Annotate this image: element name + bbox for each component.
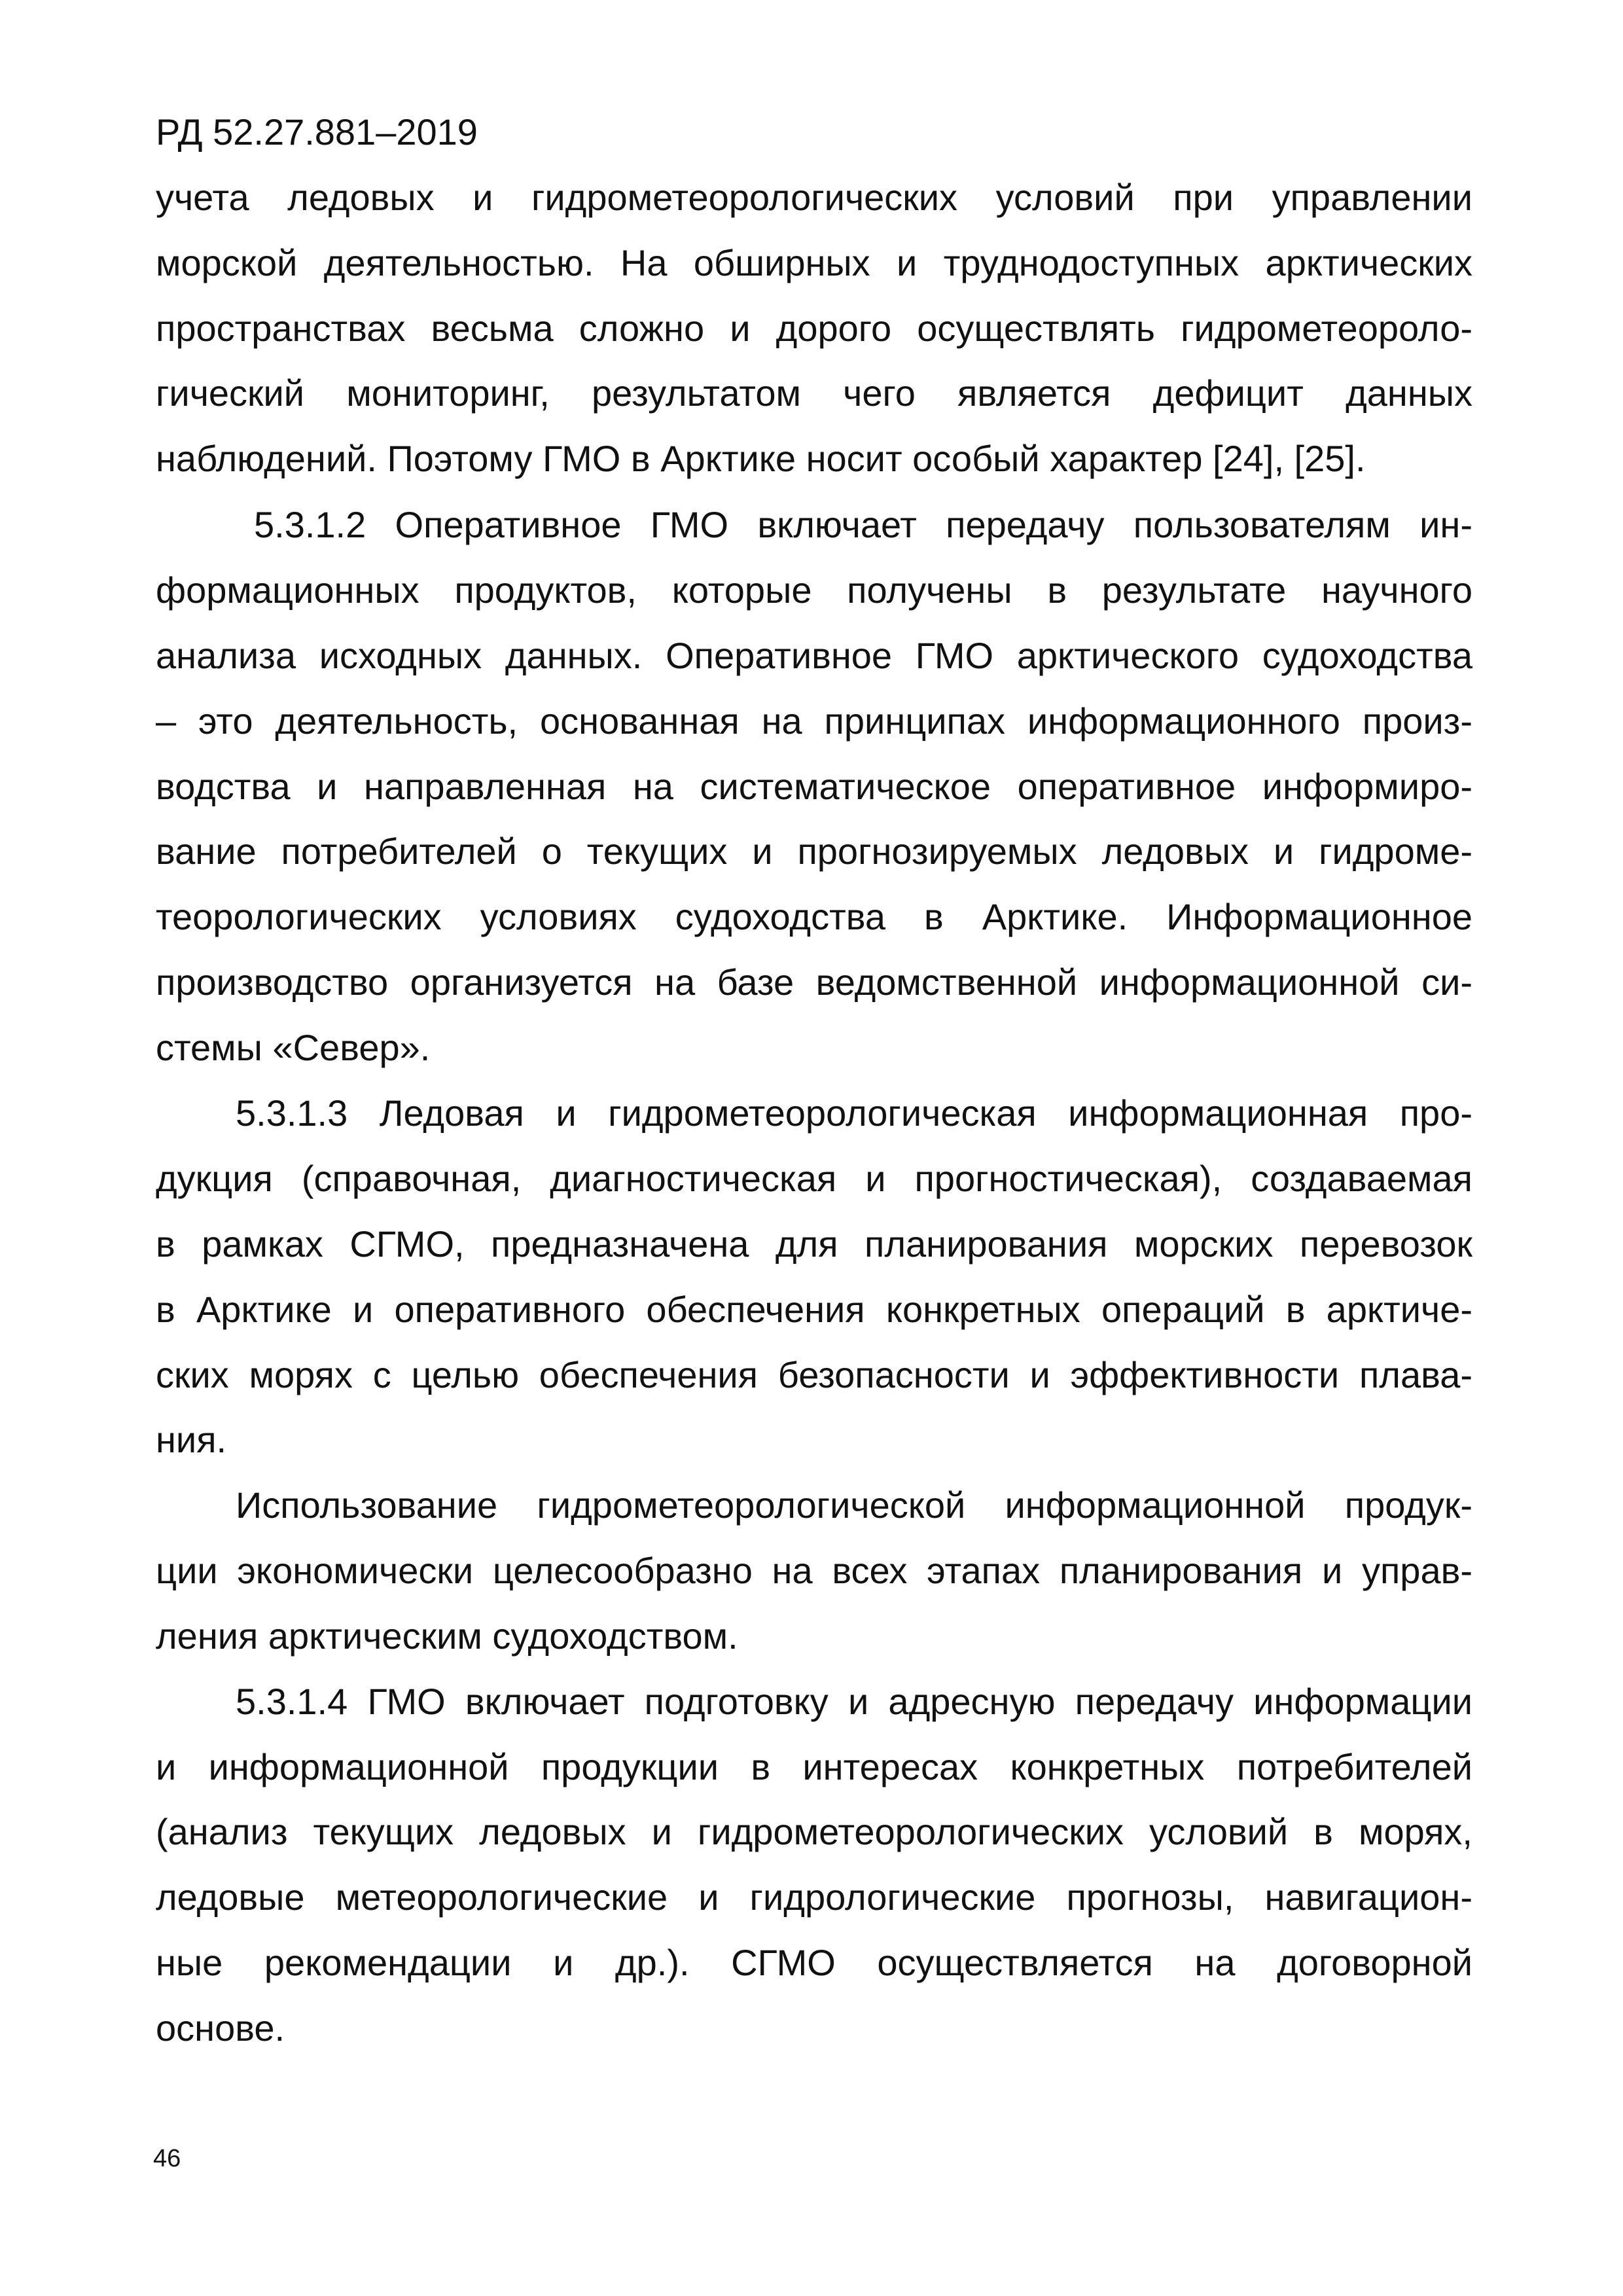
text-line: анализа исходных данных. Оперативное ГМО арктического судоходства: [156, 635, 1472, 676]
text-line: в Арктике и оперативного обеспечения конкретных операций в арктиче-: [156, 1289, 1472, 1330]
text-line: наблюдений. Поэтому ГМО в Арктике носит особый характер [24], [25].: [156, 438, 1366, 479]
text-line: Использование гидрометеорологической информационной продук-: [236, 1484, 1472, 1526]
text-line: дукция (справочная, диагностическая и прогностическая), создаваемая: [156, 1158, 1472, 1199]
document-designation: РД 52.27.881–2019: [156, 111, 478, 152]
text-line: – это деятельность, основанная на принципах информационного произ-: [156, 700, 1472, 742]
text-line: и информационной продукции в интересах конкретных потребителей: [156, 1746, 1472, 1787]
text-line: теорологических условиях судоходства в Арктике. Информационное: [156, 896, 1472, 937]
text-line: водства и направленная на систематическое оперативное информиро-: [156, 766, 1472, 807]
text-line: учета ледовых и гидрометеорологических условий при управлении: [156, 177, 1472, 218]
text-line: основе.: [156, 2007, 285, 2049]
text-line: морской деятельностью. На обширных и труднодоступных арктических: [156, 242, 1472, 283]
text-line: ледовые метеорологические и гидрологические прогнозы, навигацион-: [156, 1876, 1472, 1918]
text-line: (анализ текущих ледовых и гидрометеорологических условий в морях,: [156, 1811, 1472, 1852]
text-line: производство организуется на базе ведомственной информационной си-: [156, 961, 1472, 1003]
text-line: стемы «Север».: [156, 1027, 431, 1068]
text-line: пространствах весьма сложно и дорого осуществлять гидрометеороло-: [156, 308, 1472, 349]
text-line: ских морях с целью обеспечения безопасности и эффективности плава-: [156, 1354, 1472, 1395]
text-line: 5.3.1.4 ГМО включает подготовку и адресную передачу информации: [236, 1681, 1472, 1722]
text-line: 5.3.1.3 Ледовая и гидрометеорологическая информационная про-: [236, 1092, 1472, 1134]
text-line: гический мониторинг, результатом чего является дефицит данных: [156, 372, 1472, 414]
text-line: ния.: [156, 1419, 227, 1460]
text-line: ции экономически целесообразно на всех этапах планирования и управ-: [156, 1550, 1472, 1591]
page-number: 46: [153, 2145, 181, 2172]
text-line: ные рекомендации и др.). СГМО осуществляется на договорной: [156, 1942, 1472, 1983]
text-line: в рамках СГМО, предназначена для планирования морских перевозок: [156, 1223, 1472, 1265]
text-line: ления арктическим судоходством.: [156, 1615, 738, 1657]
text-line: 5.3.1.2 Оперативное ГМО включает передачу пользователям ин-: [254, 504, 1472, 545]
text-line: формационных продуктов, которые получены в результате научного: [156, 569, 1472, 611]
text-line: вание потребителей о текущих и прогнозируемых ледовых и гидроме-: [156, 831, 1472, 872]
